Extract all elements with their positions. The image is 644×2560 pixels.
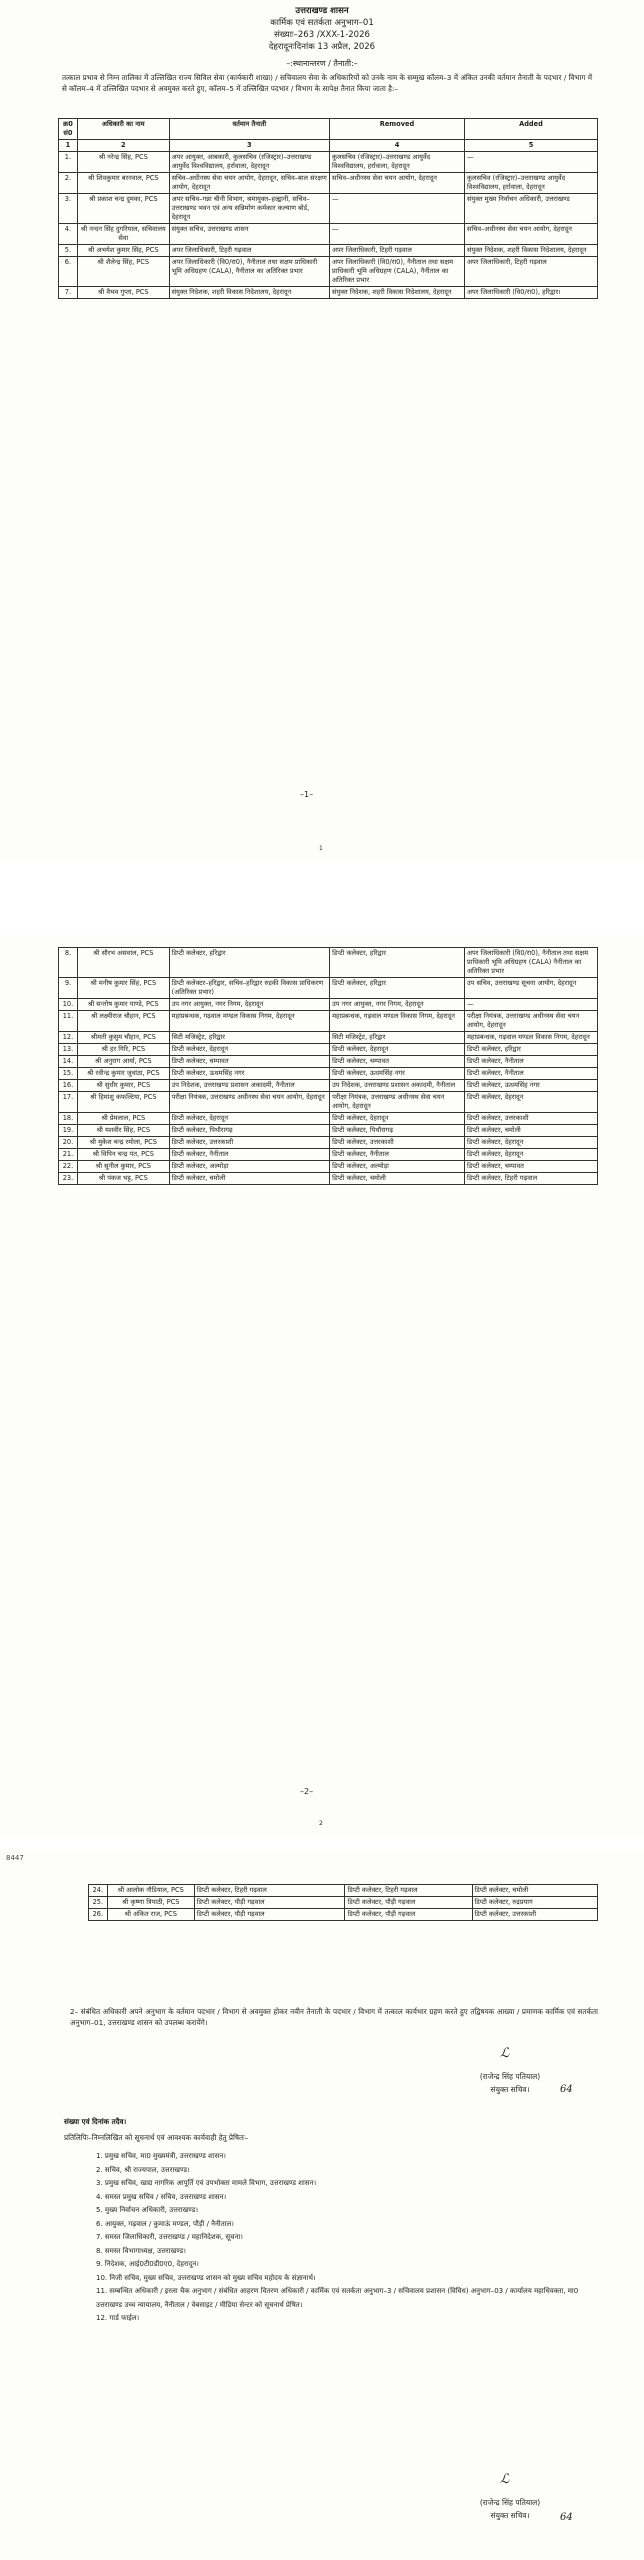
row-current-posting: डिप्टी कलेक्टर, देहरादून bbox=[169, 1113, 329, 1125]
table-header-row bbox=[59, 119, 598, 140]
row-removed-charge: अपर जिलाधिकारी (वि0/रा0), नैनीताल तथा सक्षम प्राधिकारी भूमि अधिग्रहण (CALA), नैनीताल का अतिरिक्त प्रभार bbox=[330, 257, 465, 287]
row-officer-name: श्री विपिन चन्द्र पंत, PCS bbox=[77, 1149, 169, 1161]
row-serial: 24. bbox=[89, 1885, 108, 1897]
page-1 bbox=[0, 0, 644, 860]
row-added-charge: उप सचिव, उत्तराखण्ड सूचना आयोग, देहरादून bbox=[464, 978, 597, 999]
page-footer-mark: –2– bbox=[300, 1787, 314, 1796]
row-serial: 20. bbox=[59, 1137, 78, 1149]
col-current-header: वर्तमान तैनाती bbox=[169, 119, 329, 140]
row-serial: 18. bbox=[59, 1113, 78, 1125]
row-officer-name: श्री सुधीर कुमार, PCS bbox=[77, 1080, 169, 1092]
page-3 bbox=[0, 1850, 644, 2560]
row-current-posting: डिप्टी कलेक्टर, देहरादून bbox=[169, 1044, 329, 1056]
order-number: संख्याः–263 /XXX-1-2026 bbox=[274, 30, 370, 40]
table-row bbox=[59, 1032, 598, 1044]
table-row bbox=[59, 287, 598, 299]
table-row bbox=[59, 1173, 598, 1185]
row-current-posting: सचिव–अधीनस्थ सेवा चयन आयोग, देहरादून, सचिव–बाल संरक्षण आयोग, देहरादून bbox=[169, 173, 329, 194]
row-serial: 3. bbox=[59, 194, 78, 224]
row-officer-name: श्री नरेन्द्र सिंह, PCS bbox=[77, 152, 169, 173]
transfer-table-3 bbox=[88, 1884, 598, 1921]
row-serial: 6. bbox=[59, 257, 78, 287]
row-officer-name: श्री अनुराग आर्या, PCS bbox=[77, 1056, 169, 1068]
row-officer-name: श्री मुकेश चन्द्र रमोला, PCS bbox=[77, 1137, 169, 1149]
distribution-item: 3. प्रमुख सचिव, खाद्य नागरिक आपूर्ति एवं उपभोक्ता मामले विभाग, उत्तराखण्ड शासन। bbox=[96, 2179, 317, 2187]
row-serial: 8. bbox=[59, 948, 78, 978]
table-row bbox=[59, 224, 598, 245]
row-added-charge: डिप्टी कलेक्टर, उत्तरकाशी bbox=[464, 1113, 597, 1125]
row-current-posting: डिप्टी कलेक्टर, ऊधमसिंह नगर bbox=[169, 1068, 329, 1080]
transfer-table-2 bbox=[58, 947, 598, 1185]
row-added-charge: डिप्टी कलेक्टर, चम्पावत bbox=[464, 1161, 597, 1173]
row-officer-name: श्री हर गिरि, PCS bbox=[77, 1044, 169, 1056]
row-officer-name: श्री लक्ष्मीराज चौहान, PCS bbox=[77, 1011, 169, 1032]
distribution-item: 1. प्रमुख सचिव, मा0 मुख्यमंत्री, उत्तराखण्ड शासन। bbox=[96, 2152, 226, 2160]
row-added-charge: डिप्टी कलेक्टर, रुद्रप्रयाग bbox=[472, 1897, 597, 1909]
distribution-item: 12. गार्ड फाईल। bbox=[96, 2314, 140, 2322]
col-removed-header: Removed bbox=[330, 119, 465, 140]
col-num: 2 bbox=[77, 140, 169, 152]
table-row bbox=[59, 194, 598, 224]
signatory-title-2: संयुक्त सचिव। bbox=[490, 2511, 530, 2520]
row-officer-name: श्री प्रेमलाल, PCS bbox=[77, 1113, 169, 1125]
row-added-charge: डिप्टी कलेक्टर, देहरादून bbox=[464, 1092, 597, 1113]
table-row bbox=[89, 1897, 598, 1909]
distribution-item: 9. निदेशक, आई0टी0डी0ए0, देहरादून। bbox=[96, 2260, 199, 2268]
row-serial: 21. bbox=[59, 1149, 78, 1161]
table-row bbox=[89, 1885, 598, 1897]
row-officer-name: श्री सौरभ असवाल, PCS bbox=[77, 948, 169, 978]
signature-mark: ℒ bbox=[500, 2046, 510, 2061]
row-removed-charge: डिप्टी कलेक्टर, अल्मोड़ा bbox=[330, 1161, 465, 1173]
row-removed-charge: उप नगर आयुक्त, नगर निगम, देहरादून bbox=[330, 999, 465, 1011]
row-serial: 11. bbox=[59, 1011, 78, 1032]
col-num: 1 bbox=[59, 140, 78, 152]
row-added-charge: डिप्टी कलेक्टर, देहरादून bbox=[464, 1137, 597, 1149]
signatory-name: (राजेन्द्र सिंह पतियाल) bbox=[479, 2072, 541, 2081]
row-serial: 19. bbox=[59, 1125, 78, 1137]
row-current-posting: डिप्टी कलेक्टर, चम्पावत bbox=[169, 1056, 329, 1068]
row-serial: 10. bbox=[59, 999, 78, 1011]
row-current-posting: उप निदेशक, उत्तराखण्ड प्रशासन अकादमी, नैनीताल bbox=[169, 1080, 329, 1092]
row-removed-charge: डिप्टी कलेक्टर, ऊधमसिंह नगर bbox=[330, 1068, 465, 1080]
row-serial: 1. bbox=[59, 152, 78, 173]
distribution-item: 6. आयुक्त, गढ़वाल / कुमाऊं मण्डल, पौड़ी / नैनीताल। bbox=[96, 2219, 234, 2228]
row-serial: 4. bbox=[59, 224, 78, 245]
row-officer-name: श्री प्रकाश चन्द्र दुमका, PCS bbox=[77, 194, 169, 224]
table-row bbox=[59, 152, 598, 173]
row-serial: 12. bbox=[59, 1032, 78, 1044]
row-removed-charge: उप निदेशक, उत्तराखण्ड प्रशासन अकादमी, नैनीताल bbox=[330, 1080, 465, 1092]
row-officer-name: श्री नन्दन सिंह दुगरियाल, सचिवालय सेवा bbox=[77, 224, 169, 245]
row-removed-charge: — bbox=[330, 194, 465, 224]
section-name: कार्मिक एवं सतर्कता अनुभाग–01 bbox=[270, 18, 374, 28]
row-removed-charge: सिटी मजिस्ट्रेट, हरिद्वार bbox=[330, 1032, 465, 1044]
row-current-posting: डिप्टी कलेक्टर, चमोली bbox=[169, 1173, 329, 1185]
row-serial: 16. bbox=[59, 1080, 78, 1092]
row-added-charge: महाप्रबन्धक, गढ़वाल मण्डल विकास निगम, देहरादून bbox=[464, 1032, 597, 1044]
row-serial: 9. bbox=[59, 978, 78, 999]
row-officer-name: श्री हिमांशु कफल्टिया, PCS bbox=[77, 1092, 169, 1113]
row-removed-charge: डिप्टी कलेक्टर, नैनीताल bbox=[330, 1149, 465, 1161]
table-row bbox=[59, 1056, 598, 1068]
row-added-charge: — bbox=[464, 152, 597, 173]
table-row bbox=[59, 1080, 598, 1092]
page-number: 2 bbox=[319, 1820, 323, 1827]
row-added-charge: — bbox=[464, 999, 597, 1011]
row-officer-name: श्री अंकित राज, PCS bbox=[107, 1909, 194, 1921]
govt-name: उत्तराखण्ड शासन bbox=[295, 6, 349, 16]
row-serial: 14. bbox=[59, 1056, 78, 1068]
row-officer-name: श्री सन्तोष कुमार पाण्डे, PCS bbox=[77, 999, 169, 1011]
table-row bbox=[59, 999, 598, 1011]
table-row bbox=[59, 1137, 598, 1149]
signatory-initial: 64 bbox=[560, 2084, 573, 2095]
row-removed-charge: महाप्रबन्धक, गढ़वाल मण्डल विकास निगम, देहरादून bbox=[330, 1011, 465, 1032]
row-officer-name: श्री यशवीर सिंह, PCS bbox=[77, 1125, 169, 1137]
row-removed-charge: सचिव–अधीनस्थ सेवा चयन आयोग, देहरादून bbox=[330, 173, 465, 194]
table-row bbox=[59, 948, 598, 978]
table-row bbox=[59, 1161, 598, 1173]
row-removed-charge: डिप्टी कलेक्टर, पौड़ी गढ़वाल bbox=[345, 1909, 472, 1921]
row-current-posting: डिप्टी कलेक्टर, पौड़ी गढ़वाल bbox=[194, 1909, 345, 1921]
row-current-posting: डिप्टी कलेक्टर, अल्मोड़ा bbox=[169, 1161, 329, 1173]
signature-mark-2: ℒ bbox=[500, 2472, 510, 2487]
distribution-intro: प्रतिलिपिः–निम्नलिखित को सूचनार्थ एवं आवश्यक कार्यवाही हेतु प्रेषितः– bbox=[64, 2133, 249, 2142]
row-current-posting: सिटी मजिस्ट्रेट, हरिद्वार bbox=[169, 1032, 329, 1044]
row-added-charge: डिप्टी कलेक्टर, उत्तरकाशी bbox=[472, 1909, 597, 1921]
scan-mark: 8447 bbox=[6, 1854, 24, 1862]
row-officer-name: श्रीमती कुसुम चौहान, PCS bbox=[77, 1032, 169, 1044]
row-officer-name: श्री मनीष कुमार सिंह, PCS bbox=[77, 978, 169, 999]
row-current-posting: डिप्टी कलेक्टर, पिथौरागढ़ bbox=[169, 1125, 329, 1137]
row-added-charge: अपर जिलाधिकारी (वि0/रा0), हरिद्वार। bbox=[464, 287, 597, 299]
row-serial: 15. bbox=[59, 1068, 78, 1080]
row-removed-charge: डिप्टी कलेक्टर, टिहरी गढ़वाल bbox=[345, 1885, 472, 1897]
distribution-item: 4. समस्त प्रमुख सचिव / सचिव, उत्तराखण्ड शासन। bbox=[96, 2192, 227, 2201]
row-serial: 2. bbox=[59, 173, 78, 194]
row-current-posting: अपर आयुक्त, आबकारी, कुलसचिव (रजिस्ट्रार)–उत्तराखण्ड आयुर्वेद विश्वविद्यालय, हर्रावाला, देहरादून bbox=[169, 152, 329, 173]
row-removed-charge: डिप्टी कलेक्टर, हरिद्वार bbox=[330, 948, 465, 978]
row-current-posting: डिप्टी कलेक्टर, हरिद्वार bbox=[169, 948, 329, 978]
col-name-header: अधिकारी का नाम bbox=[77, 119, 169, 140]
distribution-item: 8. समस्त विभागाध्यक्ष, उत्तराखण्ड। bbox=[96, 2246, 186, 2255]
row-officer-name: श्री शिवकुमार बरनवाल, PCS bbox=[77, 173, 169, 194]
row-removed-charge: डिप्टी कलेक्टर, देहरादून bbox=[330, 1113, 465, 1125]
col-num: 3 bbox=[169, 140, 329, 152]
row-added-charge: डिप्टी कलेक्टर, देहरादून bbox=[464, 1149, 597, 1161]
distribution-item: 7. समस्त जिलाधिकारी, उत्तराखण्ड / महानिदेशक, सूचना। bbox=[96, 2233, 243, 2241]
row-officer-name: श्री अभयेश कुमार सिंह, PCS bbox=[77, 245, 169, 257]
row-added-charge: संयुक्त मुख्य निर्वाचन अधिकारी, उत्तराखण्ड bbox=[464, 194, 597, 224]
distribution-list bbox=[96, 2150, 596, 2326]
row-current-posting: अपर जिलाधिकारी, टिहरी गढ़वाल bbox=[169, 245, 329, 257]
signatory-title: संयुक्त सचिव। bbox=[490, 2085, 530, 2094]
row-current-posting: डिप्टी कलेक्टर–हरिद्वार, सचिव–हरिद्वार रुड़की विकास प्राधिकरण (अतिरिक्त प्रभार) bbox=[169, 978, 329, 999]
row-added-charge: कुलसचिव (रजिस्ट्रार)–उत्तराखण्ड आयुर्वेद विश्वविद्यालय, हर्रावाला, देहरादून bbox=[464, 173, 597, 194]
row-current-posting: डिप्टी कलेक्टर, नैनीताल bbox=[169, 1149, 329, 1161]
row-serial: 7. bbox=[59, 287, 78, 299]
row-added-charge: अपर जिलाधिकारी (वि0/रा0), नैनीताल तथा सक्षम प्राधिकारी भूमि अधिग्रहण (CALA) नैनीताल का अतिरिक्त प्रभार bbox=[464, 948, 597, 978]
table-row bbox=[59, 1092, 598, 1113]
row-current-posting: अपर जिलाधिकारी (वि0/रा0), नैनीताल तथा सक्षम प्राधिकारी भूमि अधिग्रहण (CALA), नैनीताल का अतिरिक्त प्रभार bbox=[169, 257, 329, 287]
row-current-posting: संयुक्त निदेशक, शहरी विकास निदेशालय, देहरादून bbox=[169, 287, 329, 299]
table-row bbox=[59, 1125, 598, 1137]
row-added-charge: डिप्टी कलेक्टर, चमोली bbox=[472, 1885, 597, 1897]
table-row bbox=[89, 1909, 598, 1921]
table-row bbox=[59, 1149, 598, 1161]
col-num: 4 bbox=[330, 140, 465, 152]
row-officer-name: श्री शैलेन्द्र सिंह, PCS bbox=[77, 257, 169, 287]
row-added-charge: डिप्टी कलेक्टर, ऊधमसिंह नगर bbox=[464, 1080, 597, 1092]
row-added-charge: डिप्टी कलेक्टर, टिहरी गढ़वाल bbox=[464, 1173, 597, 1185]
row-removed-charge: डिप्टी कलेक्टर, चम्पावत bbox=[330, 1056, 465, 1068]
row-serial: 13. bbox=[59, 1044, 78, 1056]
table-row bbox=[59, 1011, 598, 1032]
distribution-item: 11. सम्बन्धित अधिकारी / इरला चैक अनुभाग / संबंधित आहरण वितरण अधिकारी / कार्मिक एवं सतर्कता अनुभाग–3 / सचिवालय प्रशासन (विविध) अनुभाग–03 / कार्यालय महाधिवक्ता, मा0 उत्तराखण्ड उच्च न्यायालय, नैनीताल / वेबसाइट / मीडिया सेन्टर को सूचनार्थ प्रेषित। bbox=[96, 2287, 579, 2309]
distribution-item: 10. निजी सचिव, मुख्य सचिव, उत्तराखण्ड शासन को मुख्य सचिव महोदय के संज्ञानार्थ। bbox=[96, 2273, 316, 2282]
row-removed-charge: डिप्टी कलेक्टर, हरिद्वार bbox=[330, 978, 465, 999]
row-current-posting: उप नगर आयुक्त, नगर निगम, देहरादून bbox=[169, 999, 329, 1011]
row-current-posting: महाप्रबन्धक, गढ़वाल मण्डल विकास निगम, देहरादून bbox=[169, 1011, 329, 1032]
row-serial: 23. bbox=[59, 1173, 78, 1185]
row-officer-name: श्री कृष्णा त्रिपाठी, PCS bbox=[107, 1897, 194, 1909]
row-added-charge: अपर जिलाधिकारी, टिहरी गढ़वाल bbox=[464, 257, 597, 287]
row-officer-name: श्री पंकज भट्ट, PCS bbox=[77, 1173, 169, 1185]
distribution-heading: संख्या एवं दिनांक तदैव। bbox=[64, 2117, 127, 2126]
row-current-posting: डिप्टी कलेक्टर, पौड़ी गढ़वाल bbox=[194, 1897, 345, 1909]
table-row bbox=[59, 1044, 598, 1056]
page-footer-mark: –1– bbox=[300, 790, 314, 799]
row-serial: 22. bbox=[59, 1161, 78, 1173]
row-added-charge: डिप्टी कलेक्टर, नैनीताल bbox=[464, 1056, 597, 1068]
row-serial: 25. bbox=[89, 1897, 108, 1909]
row-serial: 5. bbox=[59, 245, 78, 257]
row-officer-name: श्री सुनील कुमार, PCS bbox=[77, 1161, 169, 1173]
instruction-paragraph: 2– संबंधित अधिकारी अपने अनुभाग के वर्तमान पदभार / विभाग से अवमुक्त होकर नवीन तैनाती के पदभार / विभाग में तत्काल कार्यभार ग्रहण करते हुए तद्विषयक आख्या / प्रमाणक कार्मिक एवं सतर्कता अनुभाग–01, उत्तराखण्ड शासन को उपलब्ध करायेंगे। bbox=[70, 2007, 598, 2027]
table-row bbox=[59, 1068, 598, 1080]
row-current-posting: संयुक्त सचिव, उत्तराखण्ड शासन bbox=[169, 224, 329, 245]
order-date: देहरादूनःदिनांक 13 अप्रैल, 2026 bbox=[268, 42, 376, 52]
row-serial: 17. bbox=[59, 1092, 78, 1113]
row-added-charge: डिप्टी कलेक्टर, चमोली bbox=[464, 1125, 597, 1137]
table-row bbox=[59, 978, 598, 999]
row-removed-charge: — bbox=[330, 224, 465, 245]
col-num: 5 bbox=[464, 140, 597, 152]
row-officer-name: श्री रवीन्द्र कुमार जुवांठा, PCS bbox=[77, 1068, 169, 1080]
transfer-table-1 bbox=[58, 118, 598, 299]
row-removed-charge: डिप्टी कलेक्टर, पिथौरागढ़ bbox=[330, 1125, 465, 1137]
row-current-posting: अपर सचिव–गन्ना चीनी विभाग, श्रमायुक्त–हल्द्वानी, सचिव–उत्तराखण्ड भवन एवं अन्य सन्निर्माण कर्मकार कल्याण बोर्ड, देहरादून bbox=[169, 194, 329, 224]
row-current-posting: परीक्षा नियंत्रक, उत्तराखण्ड अधीनस्थ सेवा चयन आयोग, देहरादून bbox=[169, 1092, 329, 1113]
row-serial: 26. bbox=[89, 1909, 108, 1921]
table-row bbox=[59, 257, 598, 287]
row-added-charge: परीक्षा नियंत्रक, उत्तराखण्ड अधीनस्थ सेवा चयन आयोग, देहरादून bbox=[464, 1011, 597, 1032]
row-added-charge: डिप्टी कलेक्टर, नैनीताल bbox=[464, 1068, 597, 1080]
row-current-posting: डिप्टी कलेक्टर, उत्तरकाशी bbox=[169, 1137, 329, 1149]
row-added-charge: सचिव–अधीनस्थ सेवा चयन आयोग, देहरादून bbox=[464, 224, 597, 245]
table-row bbox=[59, 173, 598, 194]
row-removed-charge: परीक्षा नियंत्रक, उत्तराखण्ड अधीनस्थ सेवा चयन आयोग, देहरादून bbox=[330, 1092, 465, 1113]
col-sn-header: क्र0 सं0 bbox=[59, 119, 78, 140]
row-removed-charge: डिप्टी कलेक्टर, उत्तरकाशी bbox=[330, 1137, 465, 1149]
row-current-posting: डिप्टी कलेक्टर, टिहरी गढ़वाल bbox=[194, 1885, 345, 1897]
distribution-item: 5. मुख्य निर्वाचन अधिकारी, उत्तराखण्ड। bbox=[96, 2206, 199, 2214]
page-number: 1 bbox=[319, 845, 323, 852]
row-officer-name: श्री आलोक नौडियाल, PCS bbox=[107, 1885, 194, 1897]
signatory-initial-2: 64 bbox=[560, 2512, 573, 2523]
row-added-charge: डिप्टी कलेक्टर, हरिद्वार bbox=[464, 1044, 597, 1056]
table-row bbox=[59, 1113, 598, 1125]
row-removed-charge: अपर जिलाधिकारी, टिहरी गढ़वाल bbox=[330, 245, 465, 257]
page-gap bbox=[0, 905, 644, 925]
row-removed-charge: कुलसचिव (रजिस्ट्रार)–उत्तराखण्ड आयुर्वेद विश्वविद्यालय, हर्रावाला, देहरादून bbox=[330, 152, 465, 173]
col-added-header: Added bbox=[464, 119, 597, 140]
distribution-item: 2. सचिव, श्री राज्यपाल, उत्तराखण्ड। bbox=[96, 2165, 190, 2174]
row-officer-name: श्री वैभव गुप्ता, PCS bbox=[77, 287, 169, 299]
table-row bbox=[59, 245, 598, 257]
row-removed-charge: डिप्टी कलेक्टर, देहरादून bbox=[330, 1044, 465, 1056]
signatory-name-2: (राजेन्द्र सिंह पतियाल) bbox=[479, 2498, 541, 2507]
intro-paragraph: तत्काल प्रभाव से निम्न तालिका में उल्लिखित राज्य सिविल सेवा (कार्यकारी शाखा) / सचिवालय सेवा के अधिकारियों को उनके नाम के सम्मुख कॉलम–3 में अंकित उनकी वर्तमान तैनाती के पदभार / विभाग में से कॉलम–4 में उल्लिखित पदभार से अवमुक्त करते हुए, कॉलम–5 में उल्लिखित पदभार / विभाग के सापेक्ष तैनात किया जाता है:– bbox=[62, 73, 592, 93]
table-number-row bbox=[59, 140, 598, 152]
row-removed-charge: संयुक्त निदेशक, शहरी विकास निदेशालय, देहरादून bbox=[330, 287, 465, 299]
row-added-charge: संयुक्त निदेशक, शहरी विकास निदेशालय, देहरादून bbox=[464, 245, 597, 257]
page-2 bbox=[0, 935, 644, 1835]
row-removed-charge: डिप्टी कलेक्टर, पौड़ी गढ़वाल bbox=[345, 1897, 472, 1909]
order-subject: –:स्थानान्तरण / तैनाती:– bbox=[286, 59, 358, 68]
row-removed-charge: डिप्टी कलेक्टर, चमोली bbox=[330, 1173, 465, 1185]
